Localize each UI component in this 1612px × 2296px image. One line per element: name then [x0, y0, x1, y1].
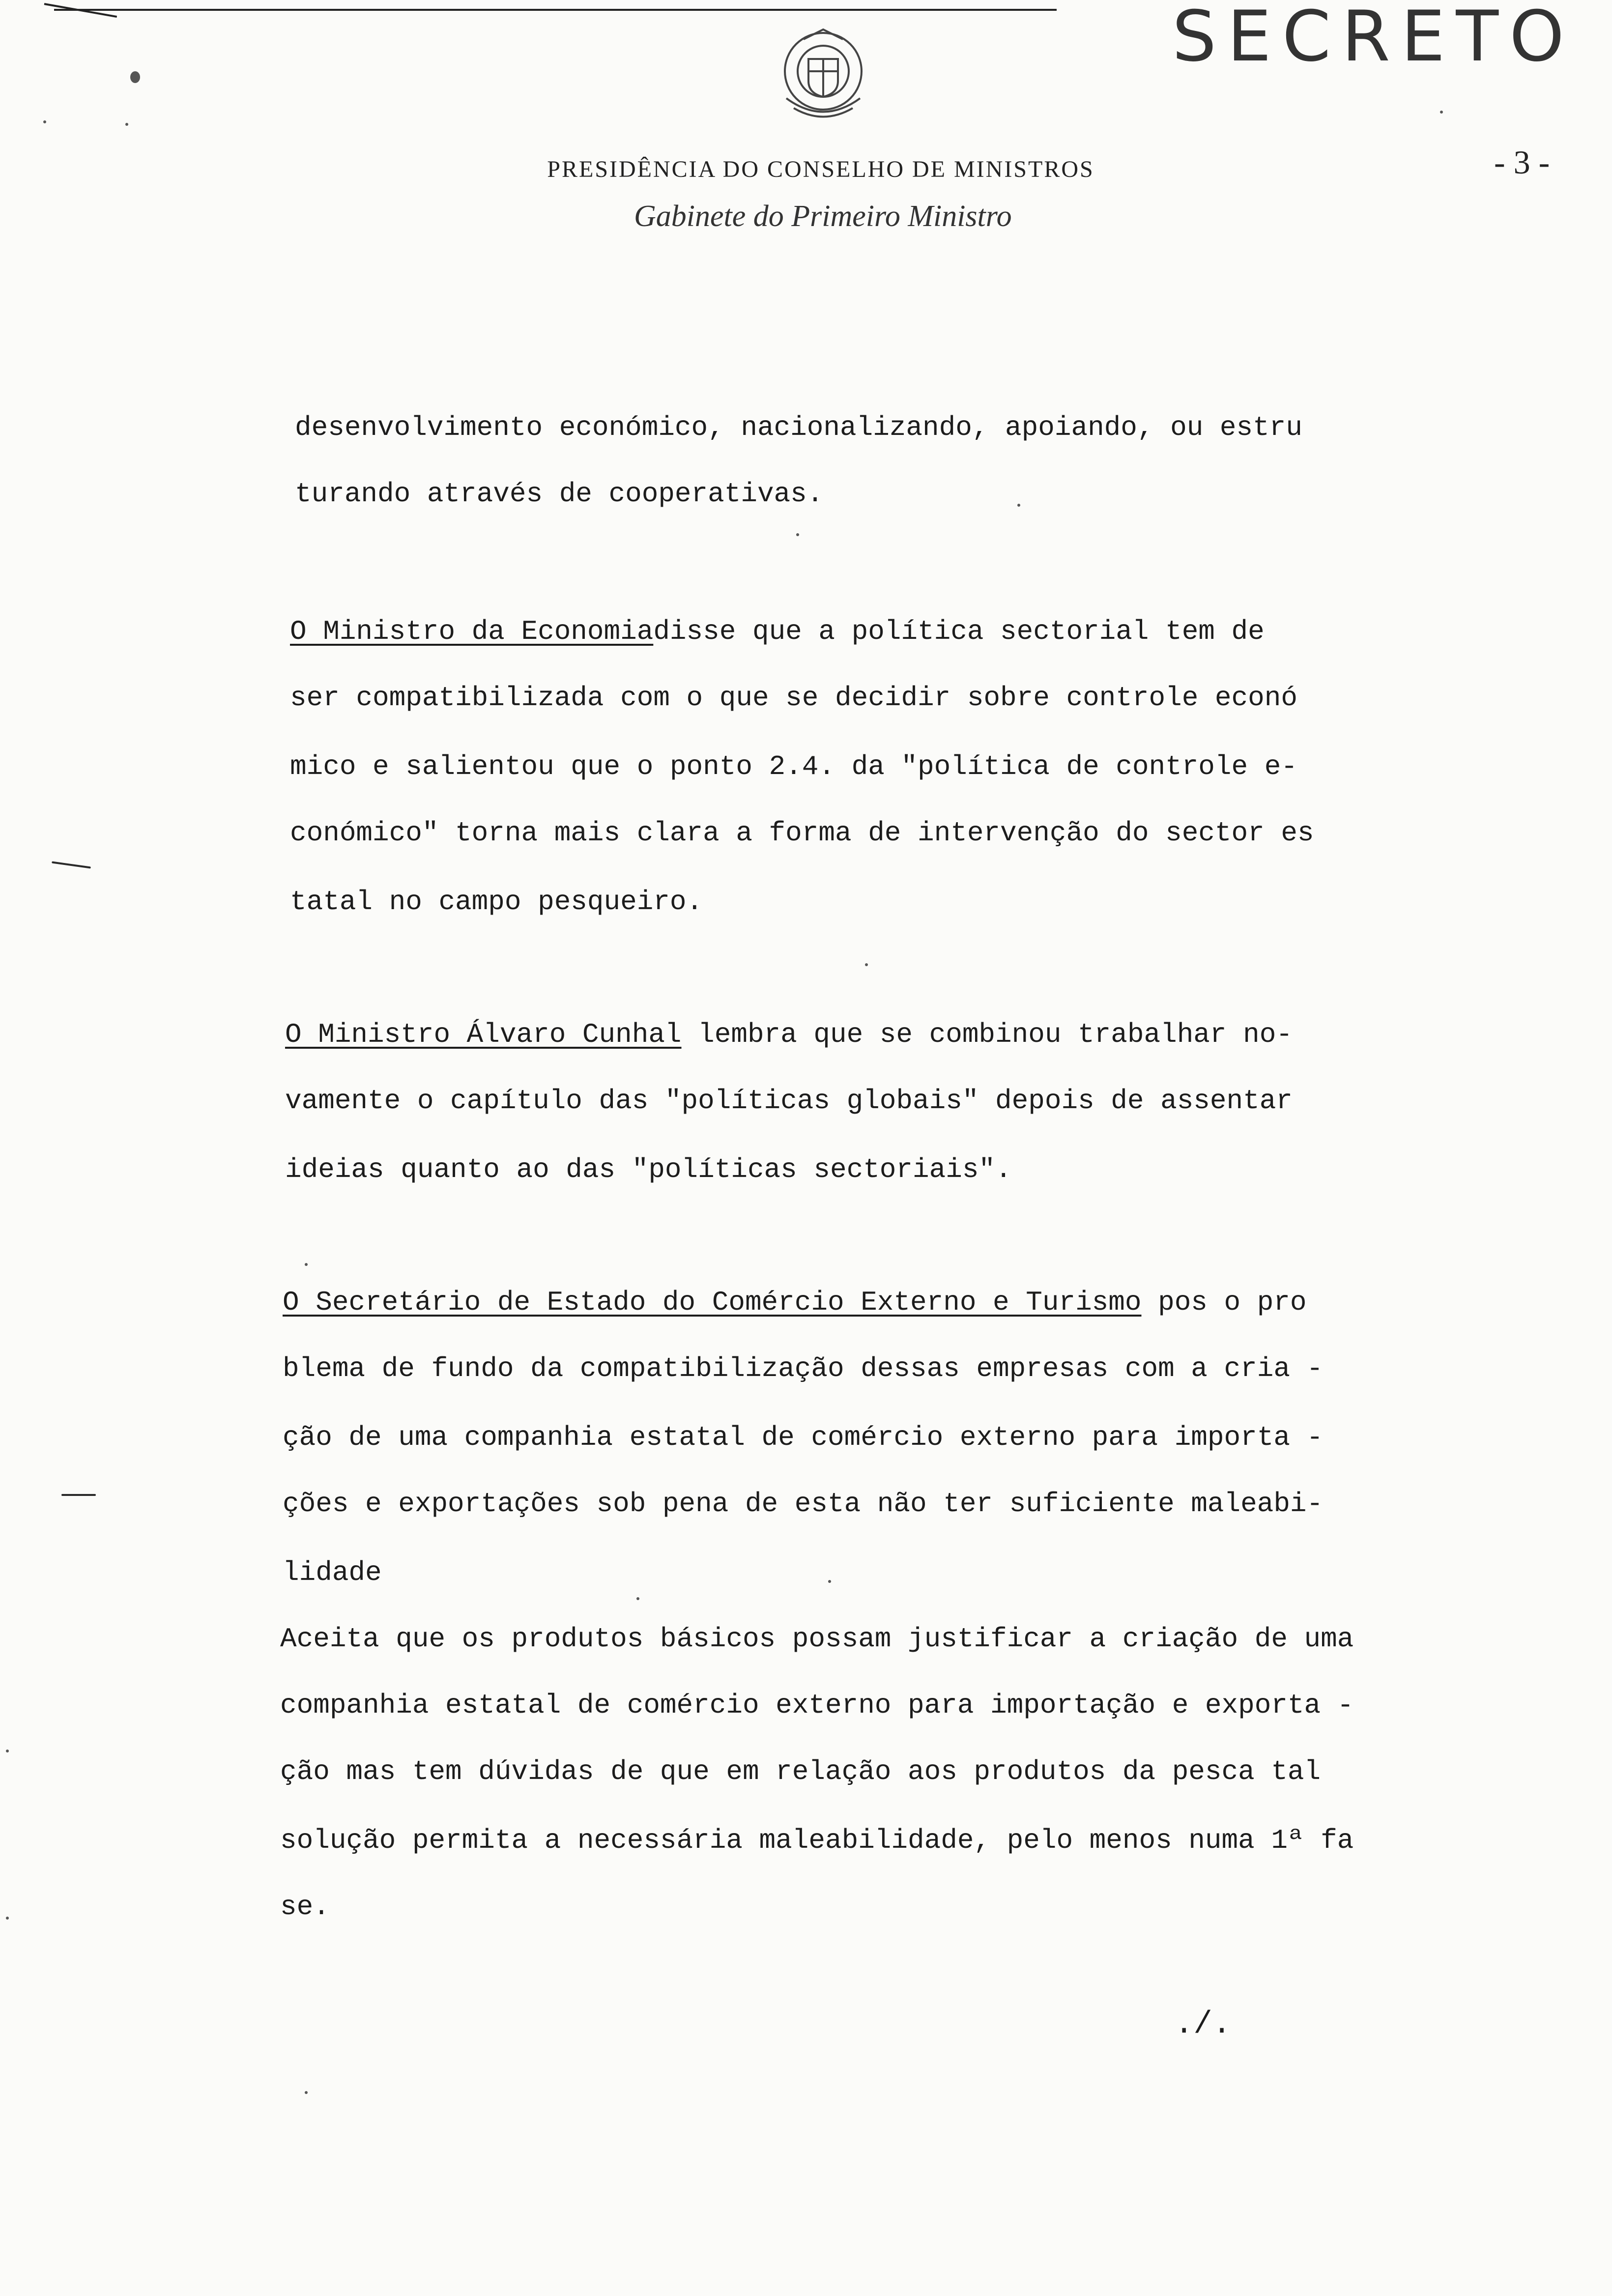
page-number: - 3 - — [1494, 144, 1550, 181]
speaker-secretary-of-state: O Secretário de Estado do Comércio Externo e Turismo — [283, 1287, 1142, 1318]
p4-line-7: companhia estatal de comércio externo para importação e exporta - — [280, 1690, 1354, 1721]
scan-mark — [61, 1494, 96, 1496]
coat-of-arms-seal-icon — [769, 25, 877, 133]
p4-line-3: ção de uma companhia estatal de comércio externo para importa - — [283, 1422, 1324, 1453]
p2-line-4: conómico" torna mais clara a forma de intervenção do sector es — [290, 817, 1314, 849]
p1-line-1: desenvolvimento económico, nacionalizando, apoiando, ou estru — [295, 412, 1302, 443]
p3-line-1 — [285, 1015, 1293, 1054]
org-subtitle: Gabinete do Primeiro Ministro — [634, 200, 1012, 233]
scan-speck — [305, 1263, 308, 1266]
p2-line-2: ser compatibilizada com o que se decidir sobre controle econó — [290, 682, 1297, 714]
scan-speck — [43, 120, 46, 123]
p4-line-1-rest: pos o pro — [1141, 1287, 1307, 1318]
scan-speck — [828, 1580, 831, 1583]
top-rule — [54, 9, 1057, 11]
scan-speck — [865, 963, 868, 966]
org-title: PRESIDÊNCIA DO CONSELHO DE MINISTROS — [547, 156, 1094, 182]
scan-speck — [130, 71, 140, 83]
p1-line-2: turando através de cooperativas. — [295, 478, 824, 510]
p2-line-5: tatal no campo pesqueiro. — [290, 886, 703, 918]
scan-mark — [52, 861, 91, 868]
p3-line-1-rest: lembra que se combinou trabalhar no- — [681, 1019, 1293, 1050]
scan-speck — [636, 1597, 639, 1600]
speaker-minister-alvaro-cunhal: O Ministro Álvaro Cunhal — [285, 1019, 682, 1050]
p3-line-3: ideias quanto ao das "políticas sectoriais". — [285, 1154, 1012, 1185]
scan-speck — [125, 123, 128, 126]
p3-line-2: vamente o capítulo das "políticas globais" depois de assentar — [285, 1085, 1293, 1117]
scan-speck — [1017, 504, 1020, 507]
p4-line-9: solução permita a necessária maleabilidade, pelo menos numa 1ª fa — [280, 1825, 1354, 1856]
scan-speck — [305, 2091, 308, 2094]
p2-line-1-rest: disse que a política sectorial tem de — [653, 616, 1265, 647]
p4-line-4: ções e exportações sob pena de esta não ter suficiente maleabi- — [283, 1488, 1324, 1520]
scan-speck — [1440, 111, 1443, 114]
p2-line-3: mico e salientou que o ponto 2.4. da "política de controle e- — [290, 751, 1297, 782]
p4-line-5: lidade — [283, 1557, 382, 1588]
p4-line-1 — [283, 1283, 1307, 1322]
continuation-mark: ./. — [1175, 2007, 1232, 2042]
p4-line-8: ção mas tem dúvidas de que em relação aos produtos da pesca tal — [280, 1756, 1321, 1787]
scan-speck — [6, 1750, 9, 1752]
scan-speck — [6, 1917, 9, 1920]
p2-line-1 — [290, 612, 1265, 651]
p4-line-2: blema de fundo da compatibilização dessas empresas com a cria - — [283, 1353, 1324, 1384]
scan-speck — [796, 533, 799, 536]
p4-line-10: se. — [280, 1891, 330, 1923]
speaker-minister-economy: O Ministro da Economia — [290, 616, 654, 647]
p4-line-6: Aceita que os produtos básicos possam justificar a criação de uma — [280, 1623, 1354, 1655]
classification-stamp: SECRETO — [1172, 0, 1575, 77]
